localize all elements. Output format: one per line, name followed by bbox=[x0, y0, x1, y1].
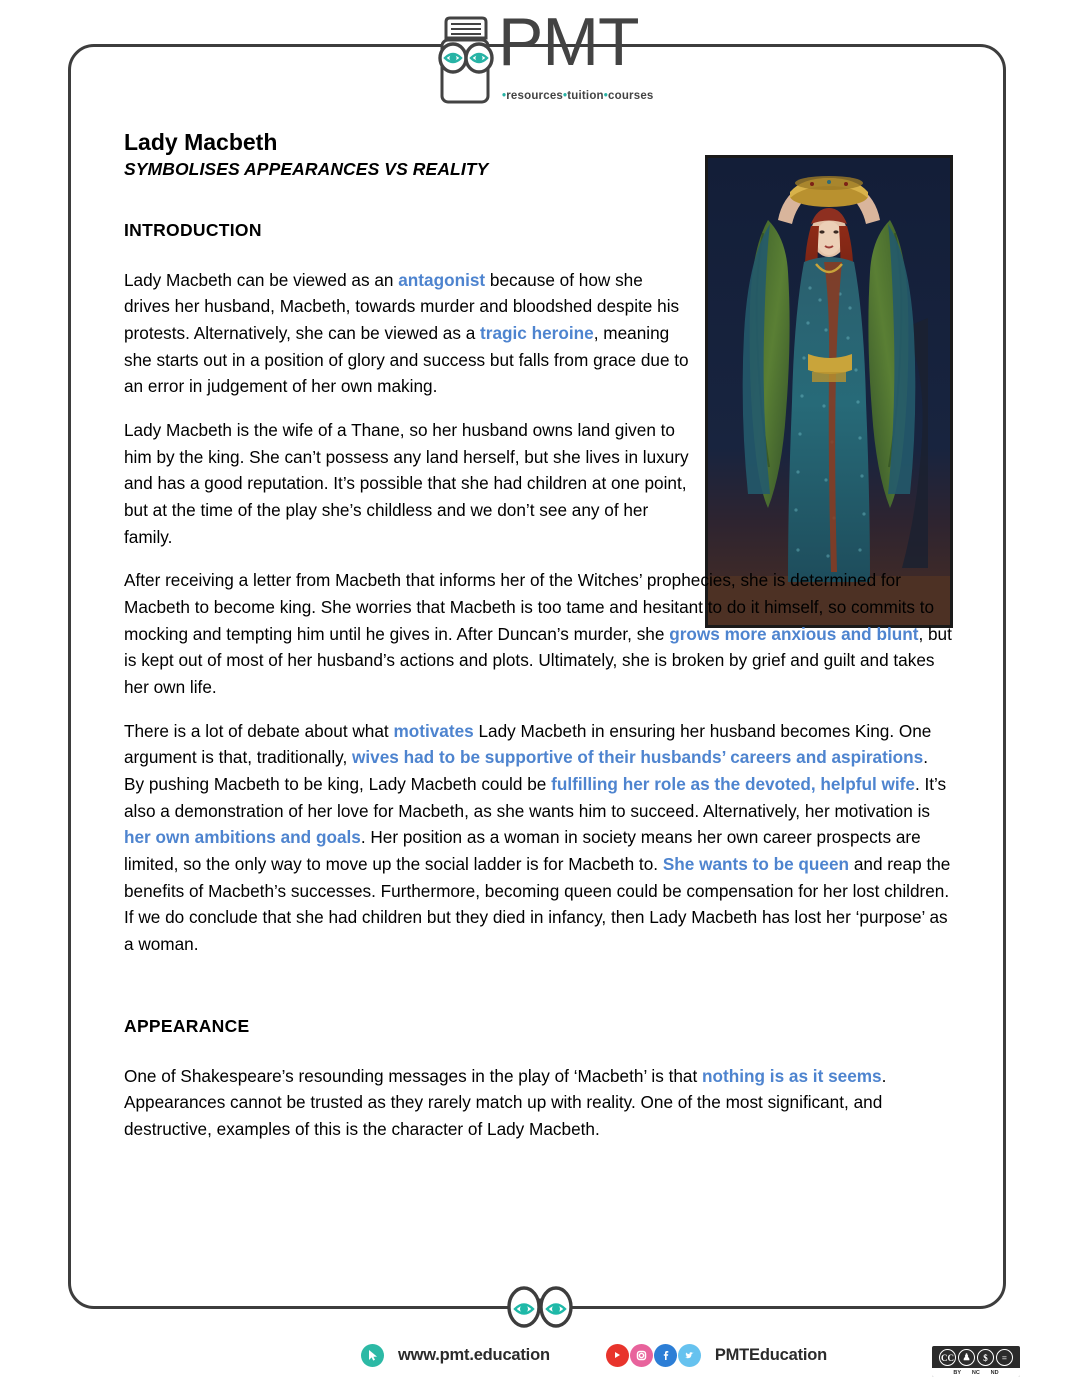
website-label[interactable]: www.pmt.education bbox=[398, 1345, 550, 1364]
section-heading-appearance: APPEARANCE bbox=[124, 1015, 250, 1036]
cc-nd-icon: = bbox=[996, 1349, 1013, 1366]
text-run: There is a lot of debate about what bbox=[124, 720, 394, 741]
text-run: . Appearances cannot be trusted as they rarely match up with reality. One of the most significant, and destructive, examples of this is the character of Lady Macbeth. bbox=[124, 1065, 887, 1139]
text-run: and reap the benefits of Macbeth’s successes. Furthermore, becoming queen could be compensation for her lost children. If we do conclude that she had children but they died in infancy, then Lady Macbeth has lost her ‘purpose’ as a woman. bbox=[124, 853, 951, 954]
paragraph-appearance-1 bbox=[124, 1063, 952, 1143]
book-glasses-icon bbox=[436, 14, 494, 106]
text-run: . It’s also a demonstration of her love for Macbeth, as she wants him to succeed. Alternatively, her motivation is bbox=[124, 773, 947, 821]
text-run: After receiving a letter from Macbeth that informs her of the Witches’ prophecies, she is determined for Macbeth to become king. She worries that Macbeth is too tame and hesitant to do it himself, so commits to mocking and tempting him until he gives in. After Duncan’s murder, she bbox=[124, 570, 935, 644]
cc-labels bbox=[932, 1368, 1020, 1377]
paragraph-intro-4 bbox=[124, 718, 952, 958]
highlighted-term: nothing is as it seems bbox=[702, 1065, 882, 1086]
highlighted-term: grows more anxious and blunt bbox=[669, 623, 919, 644]
cc-label-by: BY bbox=[953, 1369, 962, 1376]
highlighted-term: motivates bbox=[393, 720, 474, 741]
page-subtitle: SYMBOLISES APPEARANCES VS REALITY bbox=[124, 158, 489, 179]
facebook-icon[interactable] bbox=[654, 1344, 677, 1367]
text-run: Lady Macbeth is the wife of a Thane, so her husband owns land given to him by the king. She can’t possess any land herself, but she lives in luxury and has a good reputation. It’s possible that she had children at one point, but at the time of the play she’s childless and we don’t see any of her family. bbox=[124, 420, 689, 547]
text-run: because of how she drives her husband, Macbeth, towards murder and bloodshed despite his protests. Alternatively, she can be viewed as a bbox=[124, 269, 680, 344]
logo-wordmark: PMT bbox=[498, 4, 639, 80]
cc-by-icon: ♟ bbox=[958, 1349, 975, 1366]
page-title: Lady Macbeth bbox=[124, 129, 278, 155]
creative-commons-badge[interactable] bbox=[932, 1346, 1020, 1377]
cc-label-nc: NC bbox=[971, 1369, 980, 1376]
logo-tagline: •resources•tuition•courses bbox=[502, 90, 654, 102]
paragraph-intro-1 bbox=[124, 267, 689, 400]
paragraph-intro-3 bbox=[124, 567, 952, 700]
highlighted-term: She wants to be queen bbox=[662, 853, 850, 874]
text-run: Lady Macbeth in ensuring her husband becomes King. One argument is that, traditionally, bbox=[124, 720, 932, 768]
youtube-icon[interactable] bbox=[606, 1344, 629, 1367]
document-body bbox=[124, 128, 952, 1142]
text-run: , meaning she starts out in a position of glory and success but falls from grace due to an error in judgement of her own making. bbox=[124, 323, 689, 397]
text-run: , but is kept out of most of her husband’s actions and plots. Ultimately, she is broken by grief and guilt and takes her own life. bbox=[124, 623, 952, 697]
text-run: . Her position as a woman in society means her own career prospects are limited, so the only way to move up the social ladder is for Macbeth to. bbox=[124, 827, 921, 874]
instagram-icon[interactable] bbox=[630, 1344, 653, 1367]
highlighted-term: wives had to be supportive of their husbands’ careers and aspirations bbox=[352, 747, 924, 768]
highlighted-term: her own ambitions and goals bbox=[124, 827, 361, 848]
highlighted-term: antagonist bbox=[398, 269, 486, 290]
text-run: One of Shakespeare’s resounding messages in the play of ‘Macbeth’ is that bbox=[124, 1065, 703, 1086]
page-footer bbox=[0, 1340, 1080, 1384]
text-run: . By pushing Macbeth to be king, Lady Macbeth could be bbox=[124, 747, 928, 794]
section-heading-introduction: INTRODUCTION bbox=[124, 219, 262, 240]
pmt-logo bbox=[424, 4, 656, 110]
cursor-icon bbox=[361, 1344, 384, 1367]
cc-label-nd: ND bbox=[990, 1369, 999, 1376]
paragraph-intro-2 bbox=[124, 417, 689, 550]
cc-nc-icon: $ bbox=[977, 1349, 994, 1366]
text-run: Lady Macbeth can be viewed as an bbox=[124, 269, 399, 290]
twitter-icon[interactable] bbox=[678, 1344, 701, 1367]
social-icons bbox=[606, 1344, 701, 1367]
highlighted-term: fulfilling her role as the devoted, helpful wife bbox=[551, 773, 915, 794]
social-label[interactable]: PMTEducation bbox=[714, 1345, 828, 1364]
highlighted-term: tragic heroine bbox=[480, 323, 594, 344]
cc-mark-icon: CC bbox=[939, 1349, 956, 1366]
glasses-icon bbox=[503, 1283, 577, 1331]
